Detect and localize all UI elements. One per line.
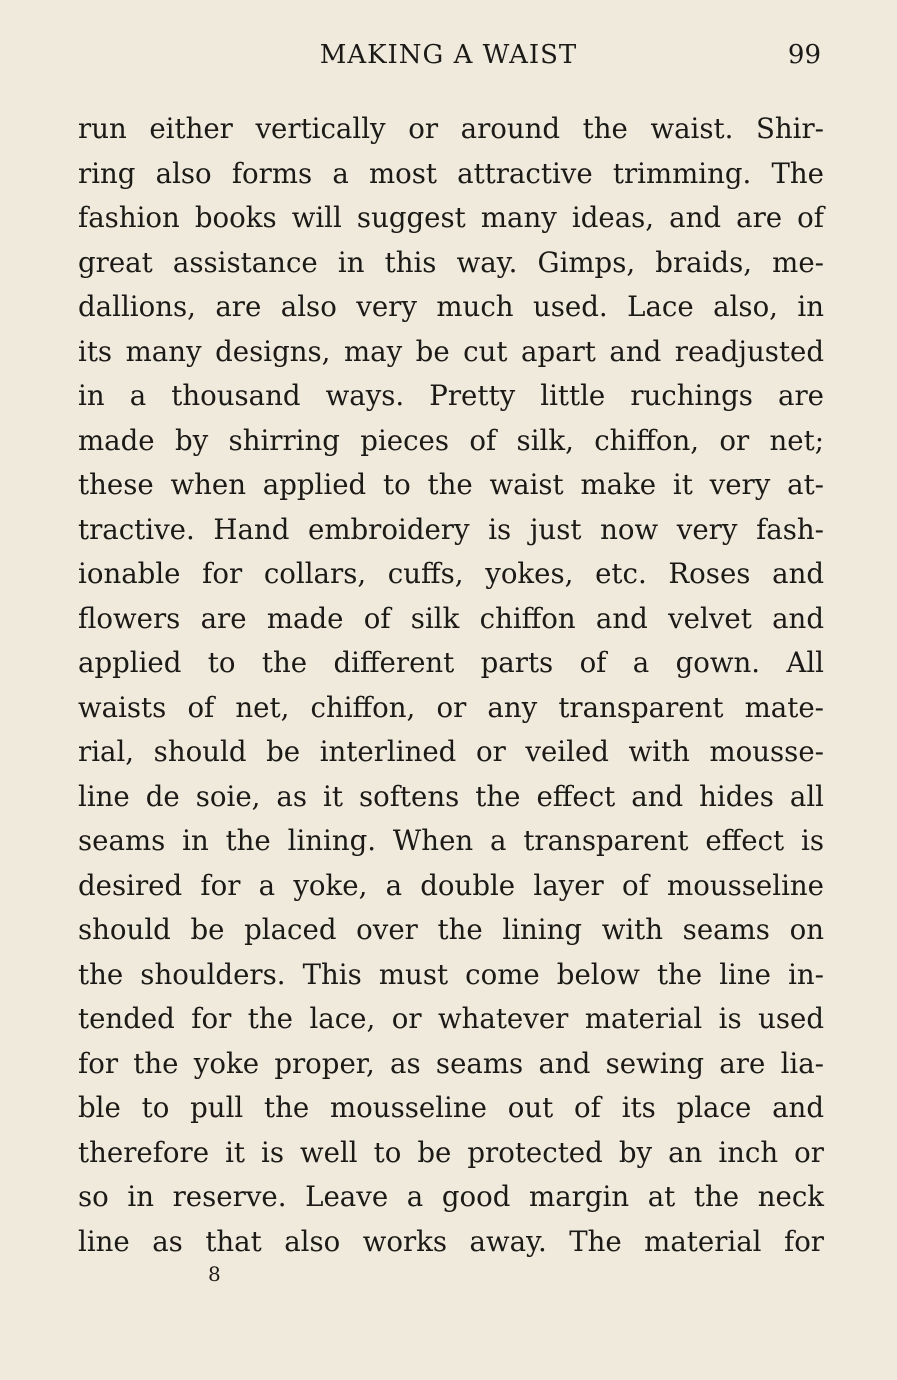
page-number: 99: [787, 40, 821, 70]
text-line: applied to the different parts of a gown. All: [78, 646, 824, 679]
text-line: flowers are made of silk chiffon and velvet and: [78, 601, 824, 635]
text-line: therefore it is well to be protected by an inch or: [78, 1135, 824, 1169]
text-line: dallions, are also very much used. Lace also, in: [78, 290, 824, 323]
text-line: should be placed over the lining with seams on: [78, 913, 824, 946]
text-line: fashion books will suggest many ideas, and are of: [78, 201, 824, 234]
text-line: the shoulders. This must come below the line in-: [78, 957, 824, 991]
text-line: ring also forms a most attractive trimming. The: [78, 156, 824, 190]
text-line: run either vertically or around the waist. Shir-: [78, 112, 824, 145]
running-header: [76, 40, 821, 80]
text-line: tractive. Hand embroidery is just now very fash-: [78, 512, 824, 546]
text-line: in a thousand ways. Pretty little ruchings are: [78, 379, 824, 412]
text-line: so in reserve. Leave a good margin at the neck: [78, 1180, 824, 1213]
text-line: for the yoke proper, as seams and sewing are lia-: [78, 1046, 824, 1080]
body-text: [78, 107, 824, 1264]
text-line: rial, should be interlined or veiled with mousse-: [78, 735, 824, 768]
text-line: line de soie, as it softens the effect and hides all: [78, 779, 824, 813]
signature-mark: 8: [208, 1262, 221, 1286]
text-line: ionable for collars, cuffs, yokes, etc. Roses and: [78, 557, 824, 590]
text-line: desired for a yoke, a double layer of mousseline: [78, 868, 824, 902]
chapter-title: MAKING A WAIST: [319, 40, 578, 70]
text-line: great assistance in this way. Gimps, braids, me-: [78, 245, 824, 279]
text-line: its many designs, may be cut apart and readjusted: [78, 334, 824, 368]
text-line: ble to pull the mousseline out of its place and: [78, 1091, 824, 1124]
text-line: these when applied to the waist make it very at-: [78, 468, 824, 501]
text-line: tended for the lace, or whatever material is used: [78, 1002, 824, 1035]
text-line: waists of net, chiffon, or any transparent mate-: [78, 690, 824, 724]
text-line: line as that also works away. The material for: [78, 1224, 824, 1258]
text-line: made by shirring pieces of silk, chiffon, or net;: [78, 423, 824, 457]
text-line: seams in the lining. When a transparent effect is: [78, 824, 824, 857]
